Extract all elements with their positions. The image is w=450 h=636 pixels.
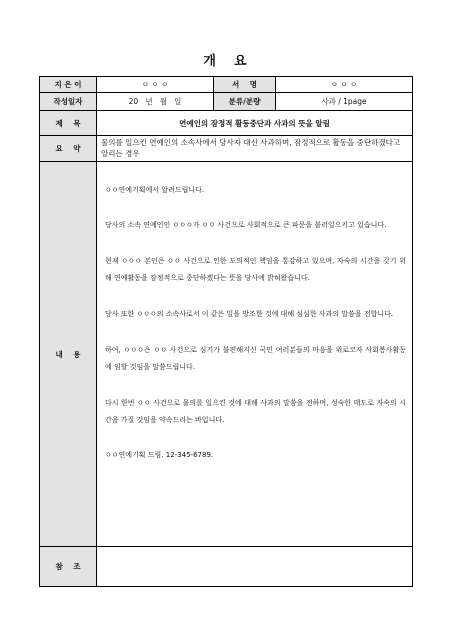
- document-title: [0, 50, 450, 69]
- overview-form-table: [39, 76, 413, 587]
- reference-value: [97, 547, 413, 587]
- subject-label-text: 제 목: [55, 118, 81, 128]
- signature-value: ㅇ ㅇ ㅇ: [276, 77, 413, 93]
- subject-row: [40, 111, 413, 136]
- category-label: 분류/분량: [214, 93, 276, 111]
- date-value: [97, 93, 214, 111]
- signature-label: [214, 77, 276, 93]
- date-value-text: 20 년 월 일: [128, 97, 182, 106]
- summary-label-text: 요 약: [55, 144, 81, 153]
- author-value: ㅇ ㅇ ㅇ: [97, 77, 214, 93]
- reference-label: [40, 547, 97, 587]
- content-paragraph-volunteer: 하여, ㅇㅇㅇ은 ㅇㅇ 사건으로 심기가 불편해지신 국민 여러분들의 마음을 위로코자 사회봉사활동에 임할 것임을 말씀드립니다.: [105, 346, 406, 371]
- author-label: 지 은 이: [40, 77, 97, 93]
- content-paragraph-greeting: ㅇㅇ연예기획에서 알려드립니다.: [105, 186, 205, 194]
- content-paragraph-promise: 다시 한번 ㅇㅇ 사건으로 물의를 일으킨 것에 대해 사과의 말씀을 전하며, 성숙한 태도로 자숙의 시간을 가질 것임을 약속드리는 바입니다.: [105, 399, 406, 424]
- content-paragraph-apology: 당사 또한 ㅇㅇㅇ의 소속사로서 이 같은 일을 방조한 것에 대해 심심한 사과의 말씀을 전합니다.: [105, 310, 394, 318]
- date-label: 작성일자: [40, 93, 97, 111]
- summary-value: 물의를 일으킨 연예인의 소속사에서 당사자 대신 사과하며, 잠정적으로 활동을 중단하겠다고 알리는 경우: [97, 136, 413, 162]
- content-paragraph-suspension: 현재 ㅇㅇㅇ 본인은 ㅇㅇ 사건으로 인한 도의적인 책임을 통감하고 있으며, 자숙의 시간을 갖기 위해 연예활동을 잠정적으로 중단하겠다는 뜻을 당사에 밝혀왔습니다.: [105, 257, 406, 282]
- summary-label: [40, 136, 97, 162]
- category-value: 사과 / 1page: [276, 93, 413, 111]
- reference-label-text: 참 조: [55, 562, 81, 571]
- subject-label: [40, 111, 97, 136]
- content-label: [40, 162, 97, 547]
- content-label-text: 내 용: [55, 349, 81, 359]
- subject-value: 연예인의 잠정적 활동중단과 사과의 뜻을 알림: [97, 111, 413, 136]
- content-row: [40, 162, 413, 547]
- content-paragraph-signoff: ㅇㅇ연예기획 드림. 12-345-6789.: [105, 451, 214, 459]
- signature-label-text: 서 명: [232, 80, 257, 89]
- date-row: [40, 93, 413, 111]
- reference-row: [40, 547, 413, 587]
- content-body: [97, 162, 413, 547]
- summary-row: [40, 136, 413, 162]
- author-row: [40, 77, 413, 93]
- content-paragraph-incident: 당사의 소속 연예인인 ㅇㅇㅇ가 ㅇㅇ 사건으로 사회적으로 큰 파문을 불러일으키고 있습니다.: [105, 221, 387, 229]
- document-title-text: 개 요: [203, 54, 247, 69]
